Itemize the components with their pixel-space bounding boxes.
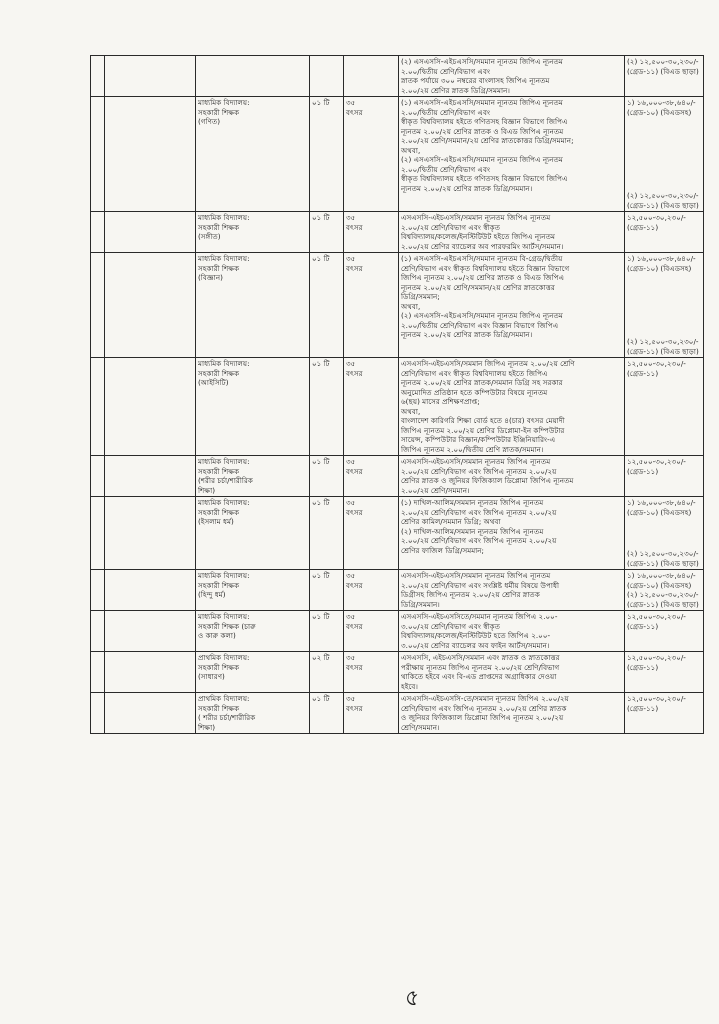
qual-line: শিক্ষা): [198, 722, 216, 732]
qual-line: শ্রেণি/বিভাগ এবং স্বীকৃত বিশ্ববিদ্যালয় হইতে জিপিএ: [401, 368, 548, 378]
post-cell: [196, 212, 310, 253]
age-limit-cell: [344, 456, 399, 497]
qualification-cell: [399, 497, 625, 570]
post-cell: [196, 97, 310, 212]
table-row: [91, 497, 704, 570]
qual-line: ন্যূনতম ২.০০/২য় শ্রেণির স্নাতক ডিগ্রি/সমমান।: [401, 330, 533, 339]
margin-cell-a: [91, 97, 105, 212]
pay-line: ১) ১৬,০০০-৩৮,৬৪০/-: [627, 98, 696, 107]
pay-line: (গ্রেড-১১) (বিএড ছাড়া): [627, 599, 699, 609]
pay-line: (২) ১২,৫০০-৩০,২৩০/-: [627, 191, 699, 200]
qual-line: স্বীকৃত বিশ্ববিদ্যালয় হইতে গণিতসহ বিজ্ঞান বিভাগে জিপিএ: [401, 117, 568, 126]
pay-line: (গ্রেড-১১) (বিএড ছাড়া): [627, 346, 699, 356]
margin-cell-a: [91, 497, 105, 570]
post-cell: [196, 253, 310, 358]
pay-line: ১২,৫০০-৩০,২৩০/-: [627, 653, 686, 662]
pay-scale-cell: [625, 253, 704, 358]
margin-cell-b: [105, 56, 196, 97]
qual-line: অথবা,: [401, 145, 421, 155]
qual-line: মাধ্যমিক বিদ্যালয়:: [198, 254, 250, 263]
vacancy-count-cell: ০১ টি: [310, 212, 344, 253]
qual-line: সহকারী শিক্ষক: [198, 466, 240, 476]
recruitment-table: [90, 55, 704, 734]
table-row: [91, 611, 704, 652]
margin-cell-b: [105, 611, 196, 652]
qual-line: ২.০০/দ্বিতীয় শ্রেণি/বিভাগ এবং: [401, 107, 491, 117]
post-cell: [196, 497, 310, 570]
margin-cell-a: [91, 652, 105, 693]
qual-line: ২.০০/২য় শ্রেণি/সমমান/২য় শ্রেণির স্নাতকোত্তর ডিগ্রি/সমমান;: [401, 136, 574, 145]
qualification-cell: [399, 611, 625, 652]
post-cell: [196, 652, 310, 693]
vacancy-count-cell: ০১ টি: [310, 253, 344, 358]
qual-line: বিশ্ববিদ্যালয়/কলেজ/ইনস্টিটিউট হতে জিপিএ ২.০০-: [401, 631, 551, 640]
qual-line: ২.০০/২য় শ্রেণির ব্যাচেলর অব পারফরমিং আর্টস/সমমান।: [401, 241, 564, 251]
qual-line: (২) এসএসসি-এইচএসসি/সমমান ন্যূনতম জিপিএ ন্যূনতম: [401, 311, 563, 320]
pay-scale-cell: [625, 456, 704, 497]
margin-cell-b: [105, 97, 196, 212]
vacancy-count-cell: ০১ টি: [310, 358, 344, 456]
qual-line: মাধ্যমিক বিদ্যালয়:: [198, 98, 250, 107]
pay-line: (গ্রেড-১১) (বিএড ছাড়া): [627, 200, 699, 210]
qual-line: বৎসর: [346, 222, 363, 232]
qual-line: সহকারী শিক্ষক: [198, 703, 240, 713]
pay-scale-cell: [625, 611, 704, 652]
qual-line: শ্রেণি/বিভাগ এবং স্বীকৃত বিশ্ববিদ্যালয় হইতে বিজ্ঞান বিভাগে: [401, 263, 570, 273]
qual-line: (সঙ্গীত): [198, 232, 221, 241]
qual-line: ৩.০০/২য় শ্রেণির ব্যাচেলর অব ফাইন আর্টস/সমমান।: [401, 640, 550, 650]
qual-line: ও জুনিয়র ফিজিক্যাল ডিপ্লোমা জিপিএ ন্যূনতম ২.০০/২য়: [401, 713, 564, 722]
margin-cell-b: [105, 693, 196, 734]
qual-line: শ্রেণির স্নাতক ও জুনিয়র ফিজিক্যাল ডিপ্লোমা জিপিএ ন্যূনতম: [401, 476, 574, 485]
age-limit-cell: [344, 212, 399, 253]
post-cell: [196, 358, 310, 456]
qual-line: সহকারী শিক্ষক: [198, 368, 240, 378]
vacancy-count-cell: ০১ টি: [310, 497, 344, 570]
qual-line: সহকারী শিক্ষক: [198, 107, 240, 117]
margin-cell-a: [91, 693, 105, 734]
pay-line: (গ্রেড-১১): [627, 621, 659, 631]
recruitment-table-body: [91, 56, 704, 734]
vacancy-count-cell: [310, 56, 344, 97]
qual-line: ডিগ্রীসহ জিপিএ ন্যূনতম ২.০০/২য় শ্রেণির স্নাতক: [401, 590, 540, 599]
post-cell: [196, 611, 310, 652]
pay-scale-cell: [625, 358, 704, 456]
qual-line: শিক্ষা): [198, 485, 216, 495]
age-limit-cell: [344, 693, 399, 734]
pay-line: ১২,৫০০-৩০,২৩০/-: [627, 213, 686, 222]
qualification-cell: [399, 56, 625, 97]
qual-line: শ্রেণি/বিভাগ এবং জিপিএ ন্যূনতম ২.০০/২য় শ্রেণির স্নাতক: [401, 703, 567, 713]
qual-line: এসএসসি-এইচএসসি/সমমান ন্যূনতম জিপিএ ন্যূনতম: [401, 213, 551, 222]
age-limit-cell: [344, 611, 399, 652]
qual-line: (২) দাখিল-আলিম/সমমান ন্যূনতম জিপিএ ন্যূনতম: [401, 526, 544, 536]
qual-line: স্বীকৃত বিশ্ববিদ্যালয় হইতে গণিতসহ বিজ্ঞান বিভাগে জিপিএ: [401, 174, 568, 183]
qual-line: ৩৫: [346, 98, 356, 107]
qual-line: ৩৫: [346, 254, 356, 263]
qual-line: জিপিএ ন্যূনতম ২.০০/দ্বিতীয় শ্রেণি স্নাতক/সমমান।: [401, 444, 544, 454]
qual-line: বৎসর: [346, 662, 363, 672]
pay-line: ১২,৫০০-৩০,২৩০/-: [627, 457, 686, 466]
age-limit-cell: [344, 97, 399, 212]
margin-cell-a: [91, 456, 105, 497]
qual-line: মাধ্যমিক বিদ্যালয়:: [198, 571, 250, 580]
qual-line: ২.০০/দ্বিতীয় শ্রেণি/বিভাগ এবং: [401, 164, 491, 174]
qual-line: (বিজ্ঞান): [198, 273, 223, 282]
table-row: [91, 358, 704, 456]
qual-line: (ইসলাম ধর্ম): [198, 517, 234, 526]
margin-cell-a: [91, 570, 105, 611]
qual-line: সহকারী শিক্ষক: [198, 263, 240, 273]
qual-line: মাধ্যমিক বিদ্যালয়:: [198, 457, 250, 466]
qual-line: (হিন্দু ধর্ম): [198, 590, 226, 599]
margin-cell-a: [91, 253, 105, 358]
table-row: [91, 212, 704, 253]
qual-line: জিপিএ ন্যূনতম ২.০০/২য় শ্রেণির ডিপ্লোমা-ইন কম্পিউটার: [401, 425, 565, 435]
margin-cell-a: [91, 56, 105, 97]
qual-line: ( শরীর চর্চা/শারীরিক: [198, 713, 256, 722]
qual-line: ৩৫: [346, 653, 356, 662]
qual-line: (আইসিটি): [198, 378, 229, 387]
qual-line: ২.০০/২য় শ্রেণি/বিভাগ এবং জিপিএ ন্যূনতম ২.০০/২য়: [401, 507, 557, 517]
qual-line: বৎসর: [346, 263, 363, 273]
qual-line: পরীক্ষায় ন্যূনতম জিপিএ ন্যূনতম ২.০০/২য় শ্রেণি/বিভাগ: [401, 662, 560, 672]
table-row: [91, 693, 704, 734]
qual-line: ২.০০/দ্বিতীয় শ্রেণি/বিভাগ এবং বিজ্ঞান বিভাগে জিপিএ: [401, 320, 559, 330]
qual-line: অথবা,: [401, 406, 421, 416]
qual-line: প্রাথমিক বিদ্যালয়:: [198, 653, 250, 662]
qual-line: অথবা,: [401, 301, 421, 311]
qual-line: ৩৫: [346, 498, 356, 507]
qual-line: (সাধারণ): [198, 672, 225, 681]
age-limit-cell: [344, 253, 399, 358]
table-row: [91, 652, 704, 693]
qual-line: শ্রেণি/সমমান।: [401, 722, 440, 732]
pay-line: (গ্রেড-১১) (বিএড ছাড়া): [627, 558, 699, 568]
qual-line: ও কারু কলা): [198, 631, 236, 640]
qualification-cell: [399, 212, 625, 253]
qual-line: ২.০০/২য় শ্রেণি/বিভাগ এবং স্বীকৃত: [401, 222, 501, 232]
pay-spacer: [627, 117, 701, 191]
qual-line: ৩৫: [346, 612, 356, 621]
pay-line: (গ্রেড-১১): [627, 703, 659, 713]
pay-scale-cell: [625, 497, 704, 570]
qual-line: ৬(ছয়) মাসের প্রশিক্ষণপ্রাপ্ত;: [401, 397, 480, 406]
qual-line: ২.০০/২য় শ্রেণির স্নাতক ডিগ্রি/সমমান।: [401, 85, 510, 95]
age-limit-cell: [344, 358, 399, 456]
vacancy-count-cell: ০১ টি: [310, 570, 344, 611]
vacancy-count-cell: ০১ টি: [310, 456, 344, 497]
qual-line: সহকারী শিক্ষক: [198, 507, 240, 517]
qual-line: ন্যূনতম ২.০০/২য় শ্রেণির স্নাতক ডিগ্রি/সমমান।: [401, 183, 533, 193]
qual-line: বৎসর: [346, 507, 363, 517]
qual-line: (১) এসএসসি-এইচএসসি/সমমান ন্যূনতম জিপিএ ন্যূনতম: [401, 98, 563, 107]
qual-line: শ্রেণির ফাজিল ডিগ্রি/সমমান;: [401, 545, 484, 555]
qual-line: শ্রেণির কামিল/সমমান ডিগ্রি; অথবা: [401, 517, 501, 526]
qual-line: ২.০০/দ্বিতীয় শ্রেণি/বিভাগ এবং: [401, 66, 491, 76]
qual-line: (১) এসএসসি-এইচএসসি/সমমান ন্যূনতম বি-গ্রেড/দ্বিতীয়: [401, 254, 563, 263]
qual-line: এসএসসি, এইচএসসি/সমমান এবং স্নাতক ও স্নাতকোত্তর: [401, 653, 560, 662]
margin-cell-b: [105, 253, 196, 358]
qual-line: ৩৫: [346, 571, 356, 580]
qual-line: ন্যূনতম ২.০০/২য় শ্রেণির স্নাতক ও বিএড জিপিএ ন্যূনতম: [401, 126, 564, 136]
qual-line: জিপিএ ন্যূনতম ২.০০/২য় শ্রেণির স্নাতক ও বিএড জিপিএ: [401, 273, 565, 282]
qual-line: বৎসর: [346, 621, 363, 631]
qual-line: ৩৫: [346, 457, 356, 466]
qual-line: ডিগ্রি/সমমান;: [401, 292, 440, 301]
qual-line: মাধ্যমিক বিদ্যালয়:: [198, 359, 250, 368]
pay-line: (২) ১২,৫০০-৩০,২৩০/-: [627, 549, 699, 558]
qual-line: (১) দাখিল-আলিম/সমমান ন্যূনতম জিপিএ ন্যূনতম: [401, 498, 544, 507]
qual-line: বৎসর: [346, 580, 363, 590]
qual-line: সহকারী শিক্ষক: [198, 580, 240, 590]
qual-line: হইবে।: [401, 681, 418, 691]
qualification-cell: [399, 253, 625, 358]
qual-line: মাধ্যমিক বিদ্যালয়:: [198, 213, 250, 222]
qual-line: ডিগ্রি/সমমান।: [401, 599, 440, 609]
age-limit-cell: [344, 652, 399, 693]
pay-line: ১২,৫০০-৩০,২৩০/-: [627, 359, 686, 368]
qual-line: মাধ্যমিক বিদ্যালয়:: [198, 612, 250, 621]
pay-line: (গ্রেড-১১): [627, 368, 659, 378]
qual-line: বাংলাদেশ কারিগরি শিক্ষা বোর্ড হতে ৪(চার) বৎসর মেয়াদী: [401, 416, 565, 425]
qual-line: ২.০০/২য় শ্রেণি/বিভাগ এবং সংশ্লিষ্ট ধর্মীয় বিষয়ে উপাধী: [401, 580, 560, 590]
margin-cell-b: [105, 652, 196, 693]
pay-line: ১) ১৬,০০০-৩৮,৬৪০/-: [627, 571, 696, 580]
qual-line: সহকারী শিক্ষক (চারু: [198, 621, 256, 631]
table-row: [91, 456, 704, 497]
qual-line: ২.০০/২য় শ্রেণি/বিভাগ এবং জিপিএ ন্যূনতম ২.০০/২য়: [401, 466, 557, 476]
pay-scale-cell: [625, 56, 704, 97]
qualification-cell: [399, 358, 625, 456]
pay-line: (গ্রেড-১০) (বিএডসহ): [627, 507, 692, 517]
pay-line: (২) ১২,৫০০-৩০,২৩০/-: [627, 57, 699, 66]
qual-line: সহকারী শিক্ষক: [198, 662, 240, 672]
qual-line: ৩.০০/২য় শ্রেণি/বিভাগ এবং স্বীকৃত: [401, 621, 501, 631]
age-limit-cell: [344, 570, 399, 611]
qual-line: ৩৫: [346, 213, 356, 222]
qual-line: এসএসসি-এইচএসসি/সমমান ন্যূনতম জিপিএ ন্যূনতম: [401, 571, 551, 580]
post-cell: [196, 56, 310, 97]
qual-line: এসএসসি-এইচএসসি-তে/সমমান ন্যূনতম জিপিএ ২.০০/২য়: [401, 694, 569, 703]
pay-line: (গ্রেড-১০) (বিএডসহ): [627, 580, 692, 590]
pay-line: ১) ১৬,০০০-৩৮,৬৪০/-: [627, 254, 696, 263]
post-cell: [196, 456, 310, 497]
page-number: ৫: [405, 986, 420, 1011]
pay-line: (গ্রেড-১০) (বিএডসহ): [627, 263, 692, 273]
qual-line: সহকারী শিক্ষক: [198, 222, 240, 232]
vacancy-count-cell: ০১ টি: [310, 693, 344, 734]
post-cell: [196, 570, 310, 611]
pay-line: (২) ১২,৫০০-৩০,২৩০/-: [627, 337, 699, 346]
qual-line: বিশ্ববিদ্যালয়/কলেজ/ইনস্টিটিউট হইতে জিপিএ ন্যূনতম: [401, 232, 555, 241]
pay-line: (২) ১২,৫০০-৩০,২৩০/-: [627, 590, 699, 599]
qual-line: বৎসর: [346, 466, 363, 476]
qual-line: মাধ্যমিক বিদ্যালয়:: [198, 498, 250, 507]
qualification-cell: [399, 97, 625, 212]
qual-line: (২) এসএসসি-এইচএসসি/সমমান ন্যূনতম জিপিএ ন্যূনতম: [401, 155, 563, 164]
pay-scale-cell: [625, 693, 704, 734]
qualification-cell: [399, 570, 625, 611]
qual-line: এসএসসি-এইচএসসিতে/সমমান ন্যূনতম জিপিএ ২.০০-: [401, 612, 558, 621]
qual-line: সায়েন্স, কম্পিউটার বিজ্ঞান/কম্পিউটার ইঞ্জিনিয়ারিং-এ: [401, 435, 556, 444]
age-limit-cell: [344, 56, 399, 97]
vacancy-count-cell: ০২ টি: [310, 652, 344, 693]
qual-line: বৎসর: [346, 107, 363, 117]
qual-line: (২) এসএসসি-এইচএসসি/সমমান ন্যূনতম জিপিএ ন্যূনতম: [401, 57, 563, 66]
pay-line: (গ্রেড-১১) (বিএড ছাড়া): [627, 66, 699, 76]
qual-line: স্নাতক পর্যায়ে ৩০০ নম্বরের বাংলাসহ জিপিএ ন্যূনতম: [401, 76, 550, 85]
qual-line: প্রাথমিক বিদ্যালয়:: [198, 694, 250, 703]
qual-line: ৩৫: [346, 359, 356, 368]
table-row: [91, 570, 704, 611]
pay-line: (গ্রেড-১০) (বিএডসহ): [627, 107, 692, 117]
qual-line: বৎসর: [346, 703, 363, 713]
pay-line: (গ্রেড-১১): [627, 662, 659, 672]
pay-line: ১) ১৬,০০০-৩৮,৬৪০/-: [627, 498, 696, 507]
table-row: [91, 56, 704, 97]
pay-scale-cell: [625, 97, 704, 212]
margin-cell-b: [105, 212, 196, 253]
vacancy-count-cell: ০১ টি: [310, 97, 344, 212]
qual-line: বৎসর: [346, 368, 363, 378]
qual-line: এসএসসি-এইচএসসি/সমমান ন্যূনতম জিপিএ ন্যূনতম: [401, 457, 551, 466]
qualification-cell: [399, 693, 625, 734]
qualification-cell: [399, 456, 625, 497]
margin-cell-b: [105, 358, 196, 456]
qual-line: (গণিত): [198, 117, 221, 126]
pay-spacer: [627, 273, 701, 337]
table-row: [91, 97, 704, 212]
post-cell: [196, 693, 310, 734]
table-row: [91, 253, 704, 358]
pay-spacer: [627, 517, 701, 549]
pay-scale-cell: [625, 652, 704, 693]
age-limit-cell: [344, 497, 399, 570]
qual-line: থাকিতে হইবে এবং বি-এড প্রাপ্তদের অগ্রাধিকার দেওয়া: [401, 672, 557, 681]
pay-line: (গ্রেড-১১): [627, 466, 659, 476]
qual-line: (শরীর চর্চা/শারীরিক: [198, 476, 253, 485]
qual-line: ২.০০/২য় শ্রেণি/বিভাগ এবং জিপিএ ন্যূনতম ২.০০/২য়: [401, 536, 557, 545]
qual-line: ন্যূনতম ২.০০/২য় শ্রেণির স্নাতক/সমমান ডিগ্রি সহ সরকার: [401, 378, 563, 387]
pay-line: ১২,৫০০-৩০,২৩০/-: [627, 694, 686, 703]
pay-line: ১২,৫০০-৩০,২৩০/-: [627, 612, 686, 621]
margin-cell-b: [105, 497, 196, 570]
qualification-cell: [399, 652, 625, 693]
qual-line: অনুমোদিত প্রতিষ্ঠান হতে কম্পিউটার বিষয়ে ন্যূনতম: [401, 387, 548, 397]
qual-line: এসএসসি-এইচএসসি/সমমান জিপিএ ন্যূনতম ২.০০/২য় শ্রেণি: [401, 359, 575, 368]
margin-cell-a: [91, 212, 105, 253]
margin-cell-a: [91, 358, 105, 456]
pay-scale-cell: [625, 212, 704, 253]
qual-line: ৩৫: [346, 694, 356, 703]
qual-line: ন্যূনতম ২.০০/২য় শ্রেণি/সমমান/২য় শ্রেণির স্নাতকোত্তর: [401, 282, 555, 292]
vacancy-count-cell: ০১ টি: [310, 611, 344, 652]
qual-line: ২.০০/২য় শ্রেণি/সমমান।: [401, 485, 470, 495]
margin-cell-b: [105, 456, 196, 497]
margin-cell-b: [105, 570, 196, 611]
pay-scale-cell: [625, 570, 704, 611]
pay-line: (গ্রেড-১১): [627, 222, 659, 232]
margin-cell-a: [91, 611, 105, 652]
